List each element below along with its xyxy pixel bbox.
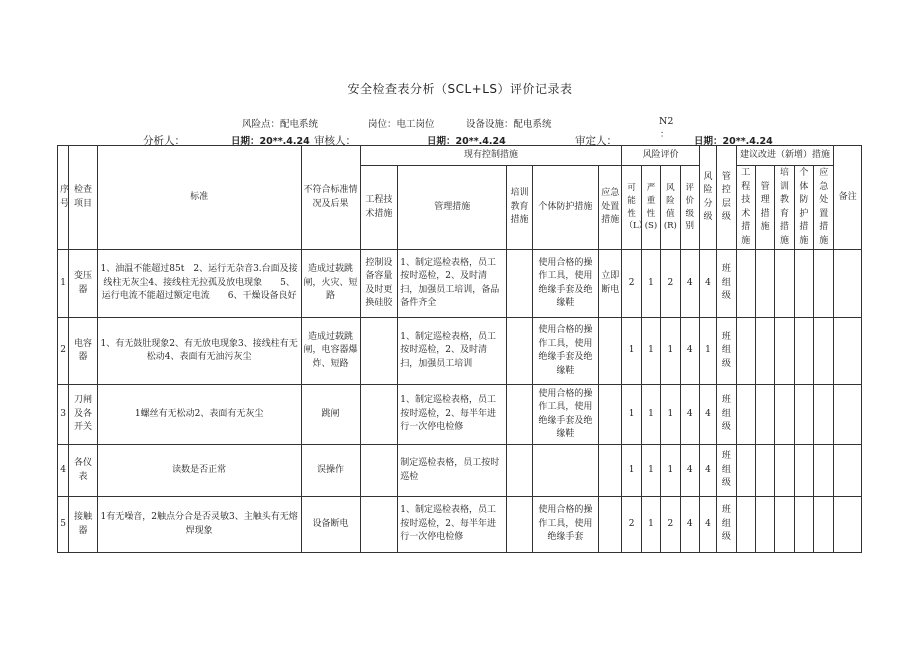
- table-row: [58, 385, 862, 445]
- row-likelihood: 2: [622, 497, 641, 553]
- row-control-level: 班组级: [717, 497, 736, 553]
- row-ppe: [532, 445, 598, 497]
- row-consequence: 跳闸: [301, 385, 360, 445]
- row-consequence: 造成过载跳闸，电容器爆炸、短路: [301, 318, 360, 385]
- header-severity: 严重性(S): [641, 166, 660, 250]
- row-standard: 读数是否正常: [97, 445, 301, 497]
- row-remark: [834, 445, 862, 497]
- row-item: 接触器: [69, 497, 98, 553]
- table-row: [58, 250, 862, 318]
- header-ppe: 个体防护措施: [532, 166, 598, 250]
- row-i-train: [775, 385, 794, 445]
- row-mgmt: 1、制定巡检表格，员工按时巡检，2、每半年进行一次停电检修: [398, 497, 507, 553]
- row-eval-level: 4: [680, 497, 699, 553]
- row-seq: 1: [58, 250, 69, 318]
- row-remark: [834, 250, 862, 318]
- row-item: 变压器: [69, 250, 98, 318]
- row-i-train: [775, 445, 794, 497]
- row-training: [507, 497, 532, 553]
- approver-label: 审定人：: [575, 135, 617, 147]
- row-seq: 3: [58, 385, 69, 445]
- row-i-eng: [736, 445, 755, 497]
- row-training: [507, 318, 532, 385]
- row-eng: 控制设备容量及时更换硅胶: [360, 250, 398, 318]
- row-control-level: 班组级: [717, 318, 736, 385]
- header-existing-measures: 现有控制措施: [360, 146, 622, 166]
- row-item: 刀闸及各开关: [69, 385, 98, 445]
- row-risk-grade: 1: [699, 318, 716, 385]
- header-i-train: 培训教育措施: [775, 166, 794, 250]
- row-standard: 1有无噪音，2触点分合是否灵敏3、主触头有无熔焊现象: [97, 497, 301, 553]
- row-consequence: 设备断电: [301, 497, 360, 553]
- job-position: 岗位：电工岗位: [368, 119, 435, 130]
- row-severity: 1: [641, 497, 660, 553]
- colon-mark: ：: [660, 130, 670, 140]
- header-i-ppe: 个体防护措施: [794, 166, 813, 250]
- row-eval-level: 4: [680, 385, 699, 445]
- table-row: [58, 318, 862, 385]
- row-severity: 1: [641, 385, 660, 445]
- header-emergency: 应急处置措施: [598, 166, 621, 250]
- row-i-ppe: [794, 497, 813, 553]
- row-eng: [360, 385, 398, 445]
- row-i-mgmt: [755, 250, 774, 318]
- row-i-ppe: [794, 318, 813, 385]
- row-risk-grade: 4: [699, 385, 716, 445]
- row-ppe: 使用合格的操作工具，使用绝缘手套及绝缘鞋: [532, 250, 598, 318]
- row-risk-grade: 4: [699, 497, 716, 553]
- row-eval-level: 4: [680, 445, 699, 497]
- row-eng: [360, 445, 398, 497]
- header-seq: 序号: [58, 146, 69, 250]
- row-emergency: 立即断电: [598, 250, 621, 318]
- row-training: [507, 385, 532, 445]
- row-training: [507, 445, 532, 497]
- header-risk-value: 风险值(R): [661, 166, 680, 250]
- row-risk-value: 1: [661, 318, 680, 385]
- evaluation-table: [57, 145, 862, 553]
- row-i-mgmt: [755, 445, 774, 497]
- page-title: 安全检查表分析（SCL+LS）评价记录表: [347, 82, 573, 96]
- header-remark: 备注: [834, 146, 862, 250]
- header-eval-level: 评价级别: [680, 166, 699, 250]
- row-ppe: 使用合格的操作工具，使用绝缘手套: [532, 497, 598, 553]
- row-emergency: [598, 385, 621, 445]
- row-likelihood: 2: [622, 250, 641, 318]
- row-risk-value: 2: [661, 497, 680, 553]
- row-i-mgmt: [755, 497, 774, 553]
- row-training: [507, 250, 532, 318]
- row-severity: 1: [641, 445, 660, 497]
- header-mgmt-level: 管控层级: [717, 146, 736, 250]
- row-seq: 4: [58, 445, 69, 497]
- header-standard: 标准: [97, 146, 301, 250]
- row-consequence: 误操作: [301, 445, 360, 497]
- row-risk-grade: 4: [699, 250, 716, 318]
- row-mgmt: 1、制定巡检表格，员工按时巡检，2、及时清扫，加强员工培训，备品备件齐全: [398, 250, 507, 318]
- row-remark: [834, 318, 862, 385]
- row-mgmt: 1、制定巡检表格，员工按时巡检，2、及时清扫，加强员工培训: [398, 318, 507, 385]
- header-item: 检查项目: [69, 146, 98, 250]
- row-mgmt: 制定巡检表格，员工按时巡检: [398, 445, 507, 497]
- row-likelihood: 1: [622, 445, 641, 497]
- reviewer-date: 日期：20**.4.24: [427, 136, 506, 147]
- row-i-ppe: [794, 445, 813, 497]
- row-item: 各仪表: [69, 445, 98, 497]
- row-control-level: 班组级: [717, 385, 736, 445]
- row-i-emerg: [814, 497, 834, 553]
- row-standard: 1、油温不能超过85t 2、运行无杂音3.台面及接线柱无灰尘4、接线柱无拉孤及放电现象 5、运行电流不能超过额定电流 6、干燥设备良好: [97, 250, 301, 318]
- header-consequence: 不符合标准情况及后果: [301, 146, 360, 250]
- row-i-emerg: [814, 445, 834, 497]
- row-i-train: [775, 497, 794, 553]
- approver-date: 日期：20**.4.24: [694, 136, 773, 147]
- row-seq: 5: [58, 497, 69, 553]
- row-i-ppe: [794, 385, 813, 445]
- header-improve: 建议改进（新增）措施: [736, 146, 834, 166]
- row-seq: 2: [58, 318, 69, 385]
- table-row: [58, 497, 862, 553]
- facility: 设备设施：配电系统: [466, 119, 552, 130]
- header-i-emerg: 应急处置措施: [814, 166, 834, 250]
- table-row: [58, 445, 862, 497]
- row-consequence: 造成过载跳闸，火灾、短路: [301, 250, 360, 318]
- row-risk-value: 1: [661, 445, 680, 497]
- row-i-mgmt: [755, 318, 774, 385]
- row-remark: [834, 497, 862, 553]
- row-i-train: [775, 318, 794, 385]
- row-control-level: 班组级: [717, 445, 736, 497]
- doc-code: N2: [659, 116, 674, 127]
- row-control-level: 班组级: [717, 250, 736, 318]
- risk-point: 风险点：配电系统: [242, 119, 319, 130]
- row-likelihood: 1: [622, 318, 641, 385]
- header-risk-eval: 风险评价: [622, 146, 699, 166]
- row-severity: 1: [641, 250, 660, 318]
- row-i-eng: [736, 250, 755, 318]
- row-risk-value: 2: [661, 250, 680, 318]
- row-risk-grade: 4: [699, 445, 716, 497]
- header-i-mgmt: 管理措施: [755, 166, 774, 250]
- header-i-eng: 工程技术措施: [736, 166, 755, 250]
- row-i-ppe: [794, 250, 813, 318]
- row-likelihood: 1: [622, 385, 641, 445]
- row-emergency: [598, 318, 621, 385]
- row-eng: [360, 318, 398, 385]
- analyst-date: 日期：20**.4.24: [231, 136, 310, 147]
- header-training: 培训教育措施: [507, 166, 532, 250]
- row-eval-level: 4: [680, 318, 699, 385]
- analyst-label: 分析人：: [143, 135, 185, 147]
- row-ppe: 使用合格的操作工具，使用绝缘手套及绝缘鞋: [532, 385, 598, 445]
- row-ppe: 使用合格的操作工具，使用绝缘手套及绝缘鞋: [532, 318, 598, 385]
- header-risk-grade: 风险分级: [699, 146, 716, 250]
- row-i-train: [775, 250, 794, 318]
- row-item: 电容器: [69, 318, 98, 385]
- row-i-emerg: [814, 250, 834, 318]
- row-i-mgmt: [755, 385, 774, 445]
- header-eng: 工程技术措施: [360, 166, 398, 250]
- row-i-eng: [736, 385, 755, 445]
- reviewer-label: 审核人：: [314, 135, 356, 147]
- row-i-eng: [736, 497, 755, 553]
- row-standard: 1、有无鼓肚现象2、有无放电现象3、接线柱有无松动4、表面有无油污灰尘: [97, 318, 301, 385]
- row-eval-level: 4: [680, 250, 699, 318]
- row-standard: 1螺丝有无松动2、表面有无灰尘: [97, 385, 301, 445]
- row-emergency: [598, 445, 621, 497]
- row-risk-value: 1: [661, 385, 680, 445]
- row-mgmt: 1、制定巡检表格，员工按时巡检，2、每半年进行一次停电检修: [398, 385, 507, 445]
- header-likelihood: 可能性（L）: [622, 166, 641, 250]
- row-i-eng: [736, 318, 755, 385]
- row-remark: [834, 385, 862, 445]
- row-i-emerg: [814, 318, 834, 385]
- row-i-emerg: [814, 385, 834, 445]
- header-mgmt: 管理措施: [398, 166, 507, 250]
- row-severity: 1: [641, 318, 660, 385]
- row-emergency: [598, 497, 621, 553]
- row-eng: [360, 497, 398, 553]
